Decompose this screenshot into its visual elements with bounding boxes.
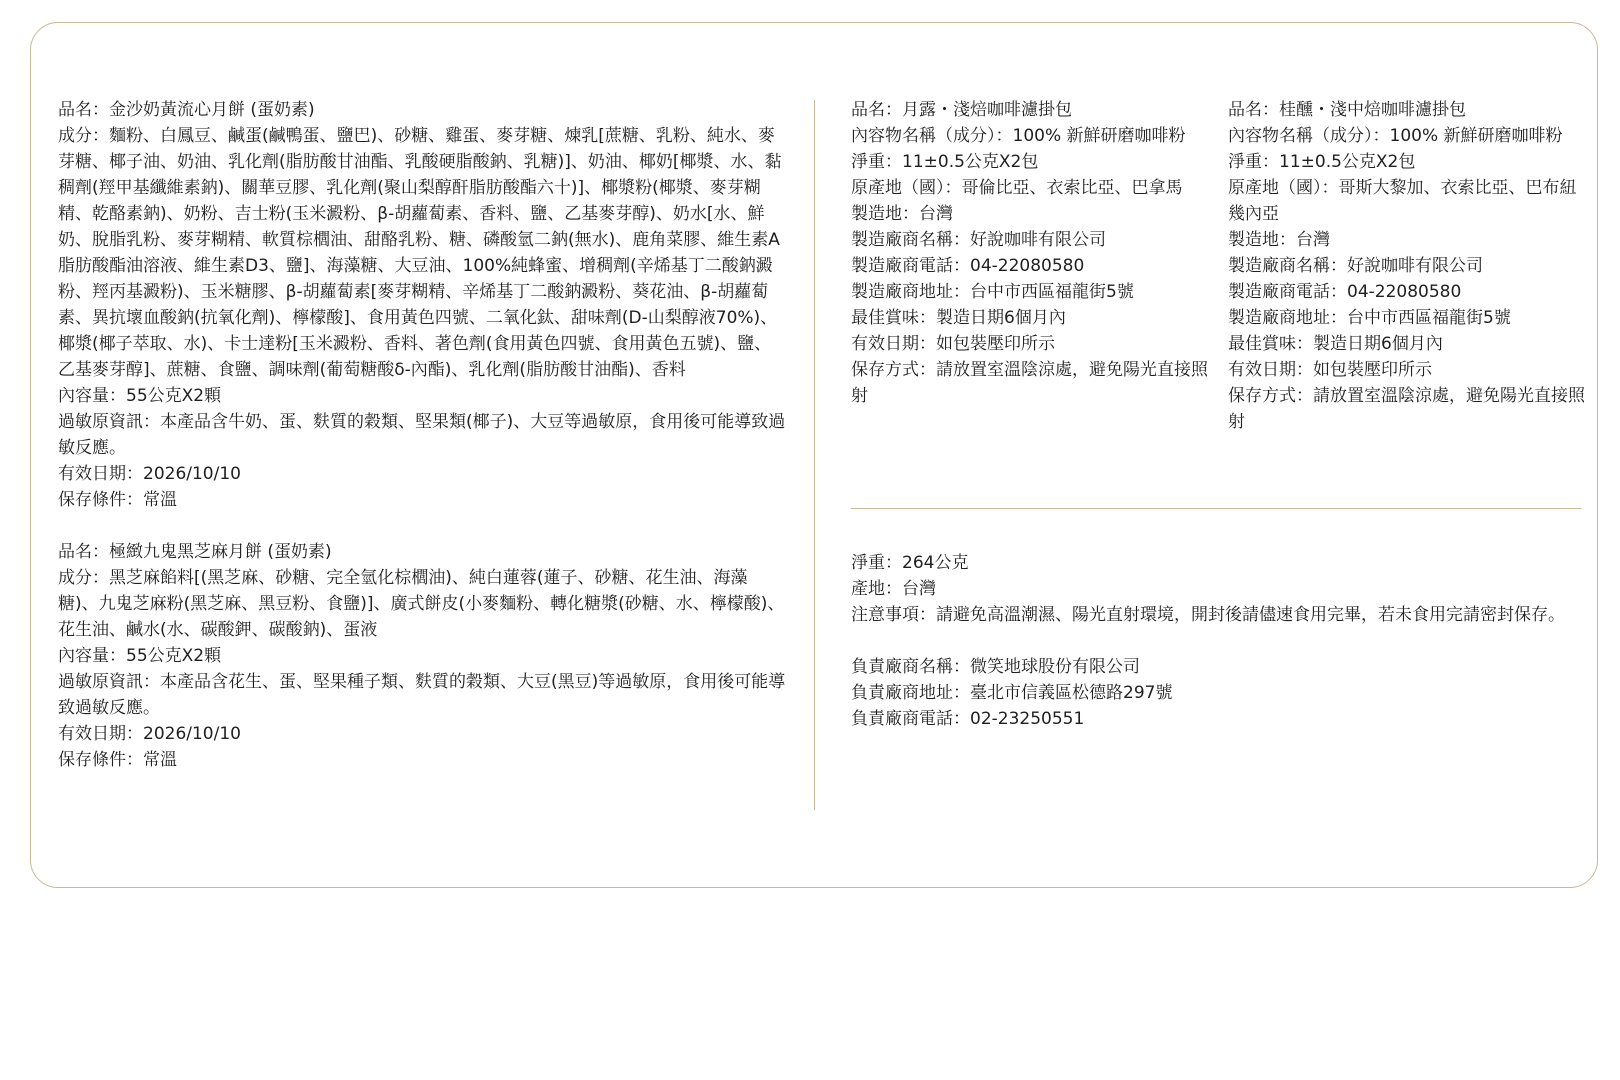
best-taste-period: 最佳賞味：製造日期6個月內: [851, 308, 1066, 328]
responsible-company-address: 負責廠商地址：臺北市信義區松德路297號: [851, 683, 1173, 703]
manufacturer-address: 製造廠商地址：台中市西區福龍街5號: [1228, 308, 1511, 328]
allergen-info: 過敏原資訊：本產品含花生、蛋、堅果種子類、麩質的穀類、大豆(黑豆)等過敏原，食用後可能導致過敏反應。: [58, 672, 786, 718]
coffee-medium-roast-section: [1228, 97, 1588, 435]
manufacturer-name: 製造廠商名稱：好說咖啡有限公司: [851, 230, 1106, 250]
made-in: 製造地：台灣: [851, 204, 953, 224]
product-name: 品名：金沙奶黃流心月餅 (蛋奶素): [58, 100, 315, 120]
manufacturer-phone: 製造廠商電話：04-22080580: [1228, 282, 1462, 302]
expiry-date: 有效日期：如包裝壓印所示: [851, 334, 1055, 354]
product-name: 品名：月露・淺焙咖啡濾掛包: [851, 100, 1072, 120]
best-taste-period: 最佳賞味：製造日期6個月內: [1228, 334, 1443, 354]
allergen-info: 過敏原資訊：本產品含牛奶、蛋、麩質的穀類、堅果類(椰子)、大豆等過敏原，食用後可能導致過敏反應。: [58, 412, 786, 458]
gift-box-info-section: [851, 550, 1581, 732]
mooncake-sesame-section: [58, 539, 788, 773]
horizontal-divider: [851, 508, 1581, 509]
mooncake-column: [58, 97, 788, 773]
manufacturer-address: 製造廠商地址：台中市西區福龍街5號: [851, 282, 1134, 302]
net-weight: 淨重：11±0.5公克X2包: [1228, 152, 1416, 172]
content-name: 內容物名稱（成分）：100% 新鮮研磨咖啡粉: [1228, 126, 1563, 146]
manufacturer-phone: 製造廠商電話：04-22080580: [851, 256, 1085, 276]
product-name: 品名：桂醺・淺中焙咖啡濾掛包: [1228, 100, 1466, 120]
expiry-date: 有效日期：如包裝壓印所示: [1228, 360, 1432, 380]
net-weight: 淨重：264公克: [851, 553, 969, 573]
country-of-origin: 原產地（國）：哥斯大黎加、衣索比亞、巴布紐幾內亞: [1228, 178, 1577, 224]
storage-condition: 保存條件：常溫: [58, 750, 177, 770]
responsible-company-name: 負責廠商名稱：微笑地球股份有限公司: [851, 657, 1140, 677]
mooncake-custard-section: [58, 97, 788, 513]
origin: 產地：台灣: [851, 579, 936, 599]
made-in: 製造地：台灣: [1228, 230, 1330, 250]
storage-method: 保存方式：請放置室溫陰涼處，避免陽光直接照射: [851, 360, 1208, 406]
notice-text: 注意事項：請避免高溫潮濕、陽光直射環境，開封後請儘速食用完畢，若未食用完請密封保存。: [851, 605, 1565, 625]
product-name: 品名：極緻九鬼黑芝麻月餅 (蛋奶素): [58, 542, 332, 562]
section-spacer: [851, 628, 1581, 654]
storage-method: 保存方式：請放置室溫陰涼處，避免陽光直接照射: [1228, 386, 1585, 432]
ingredients-text: 成分：黑芝麻餡料[(黑芝麻、砂糖、完全氫化棕櫚油)、純白蓮蓉(蓮子、砂糖、花生油、海藻糖)、九鬼芝麻粉(黑芝麻、黑豆粉、食鹽)]、廣式餅皮(小麥麵粉、轉化糖漿(砂糖、水、檸檬酸)、花生油、鹹水(水、碳酸鉀、碳酸鈉)、蛋液: [58, 568, 785, 640]
ingredients-text: 成分：麵粉、白鳳豆、鹹蛋(鹹鴨蛋、鹽巴)、砂糖、雞蛋、麥芽糖、煉乳[蔗糖、乳粉、純水、麥芽糖、椰子油、奶油、乳化劑(脂肪酸甘油酯、乳酸硬脂酸鈉、乳糖)]、奶油、椰奶[椰漿、水、黏稠劑(羥甲基纖維素鈉)、關華豆膠、乳化劑(聚山梨醇酐脂肪酸酯六十)]、椰漿粉(椰漿、麥芽糊精、乾酪素鈉)、奶粉、吉士粉(玉米澱粉、β-胡蘿蔔素、香料、鹽、乙基麥芽醇)、奶水[水、鮮奶、脫脂乳粉、麥芽糊精、軟質棕櫚油、甜酪乳粉、糖、磷酸氫二鈉(無水)、鹿角菜膠、維生素A脂肪酸酯油溶液、維生素D3、鹽]、海藻糖、大豆油、100%純蜂蜜、增稠劑(辛烯基丁二酸鈉澱粉、羥丙基澱粉)、玉米糖膠、β-胡蘿蔔素[麥芽糊精、辛烯基丁二酸鈉澱粉、葵花油、β-胡蘿蔔素、異抗壞血酸鈉(抗氧化劑)、檸檬酸]、食用黃色四號、二氧化鈦、甜味劑(D-山梨醇液70%)、椰漿(椰子萃取、水)、卡士達粉[玉米澱粉、香料、著色劑(食用黃色四號、食用黃色五號)、鹽、乙基麥芽醇]、蔗糖、食鹽、調味劑(葡萄糖酸δ-內酯)、乳化劑(脂肪酸甘油酯)、香料: [58, 126, 782, 380]
net-weight: 淨重：11±0.5公克X2包: [851, 152, 1039, 172]
section-spacer: [58, 513, 788, 539]
expiry-date: 有效日期：2026/10/10: [58, 724, 241, 744]
country-of-origin: 原產地（國）：哥倫比亞、衣索比亞、巴拿馬: [851, 178, 1183, 198]
vertical-divider: [814, 100, 815, 810]
content-amount: 內容量：55公克X2顆: [58, 646, 222, 666]
coffee-light-roast-section: [851, 97, 1211, 409]
manufacturer-name: 製造廠商名稱：好說咖啡有限公司: [1228, 256, 1483, 276]
expiry-date: 有效日期：2026/10/10: [58, 464, 241, 484]
content-amount: 內容量：55公克X2顆: [58, 386, 222, 406]
content-name: 內容物名稱（成分）：100% 新鮮研磨咖啡粉: [851, 126, 1186, 146]
responsible-company-phone: 負責廠商電話：02-23250551: [851, 709, 1085, 729]
storage-condition: 保存條件：常溫: [58, 490, 177, 510]
